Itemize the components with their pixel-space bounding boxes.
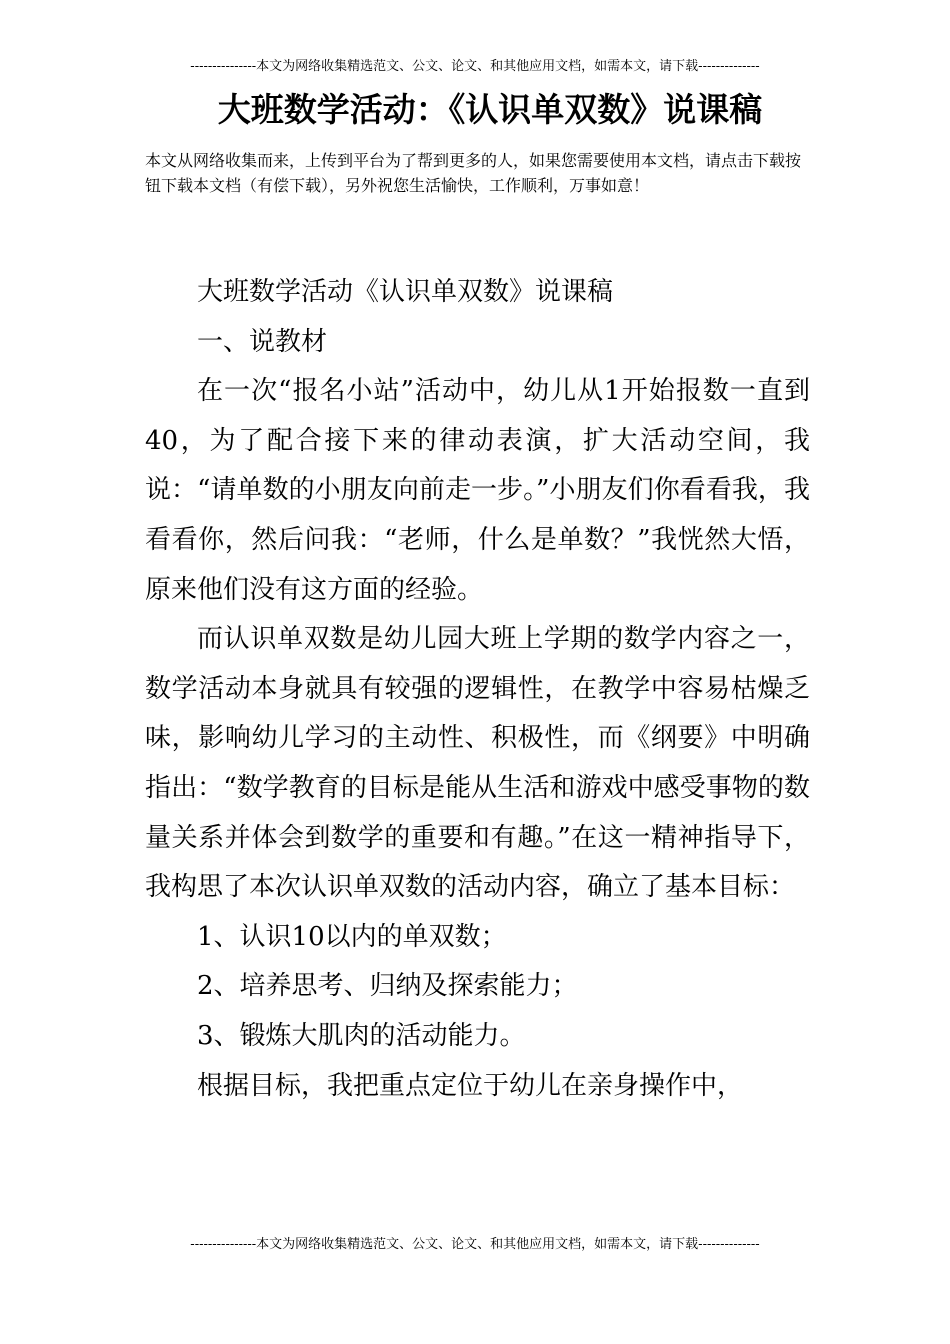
section-heading: 一、说教材 <box>197 326 328 357</box>
document-title: 大班数学活动：《认识单双数》说课稿 <box>217 90 763 129</box>
footer-banner: ---------------本文为网络收集精选范文、公文、论文、和其他应用文档，如需本文，请下载-------------- <box>190 1237 760 1252</box>
download-notice: 本文从网络收集而来，上传到平台为了帮到更多的人，如果您需要使用本文档，请点击下载按钮下载本文档（有偿下载），另外祝您生活愉快，工作顺利，万事如意！ <box>145 151 802 195</box>
document-body <box>145 268 810 1111</box>
header-banner: ---------------本文为网络收集精选范文、公文、论文、和其他应用文档，如需本文，请下载-------------- <box>190 59 760 74</box>
goal-item: 2、培养思考、归纳及探索能力； <box>197 971 578 1002</box>
goal-item: 3、锻炼大肌肉的活动能力。 <box>197 1020 526 1051</box>
body-paragraph: 在一次“报名小站”活动中，幼儿从1开始报数一直到40，为了配合接下来的律动表演，扩大活动空间，我说：“请单数的小朋友向前走一步。”小朋友们你看看我，我看看你，然后问我：“老师，什么是单数？”我恍然大悟，原来他们没有这方面的经验。 <box>145 376 810 605</box>
body-paragraph: 根据目标，我把重点定位于幼儿在亲身操作中， <box>197 1070 744 1101</box>
goal-item: 1、认识10以内的单双数； <box>197 921 507 952</box>
body-heading: 大班数学活动《认识单双数》说课稿 <box>197 277 614 307</box>
body-paragraph: 而认识单双数是幼儿园大班上学期的数学内容之一，数学活动本身就具有较强的逻辑性，在教学中容易枯燥乏味，影响幼儿学习的主动性、积极性，而《纲要》中明确指出：“数学教育的目标是能从生活和游戏中感受事物的数量关系并体会到数学的重要和有趣。”在这一精神指导下，我构思了本次认识单双数的活动内容，确立了基本目标： <box>145 624 810 903</box>
